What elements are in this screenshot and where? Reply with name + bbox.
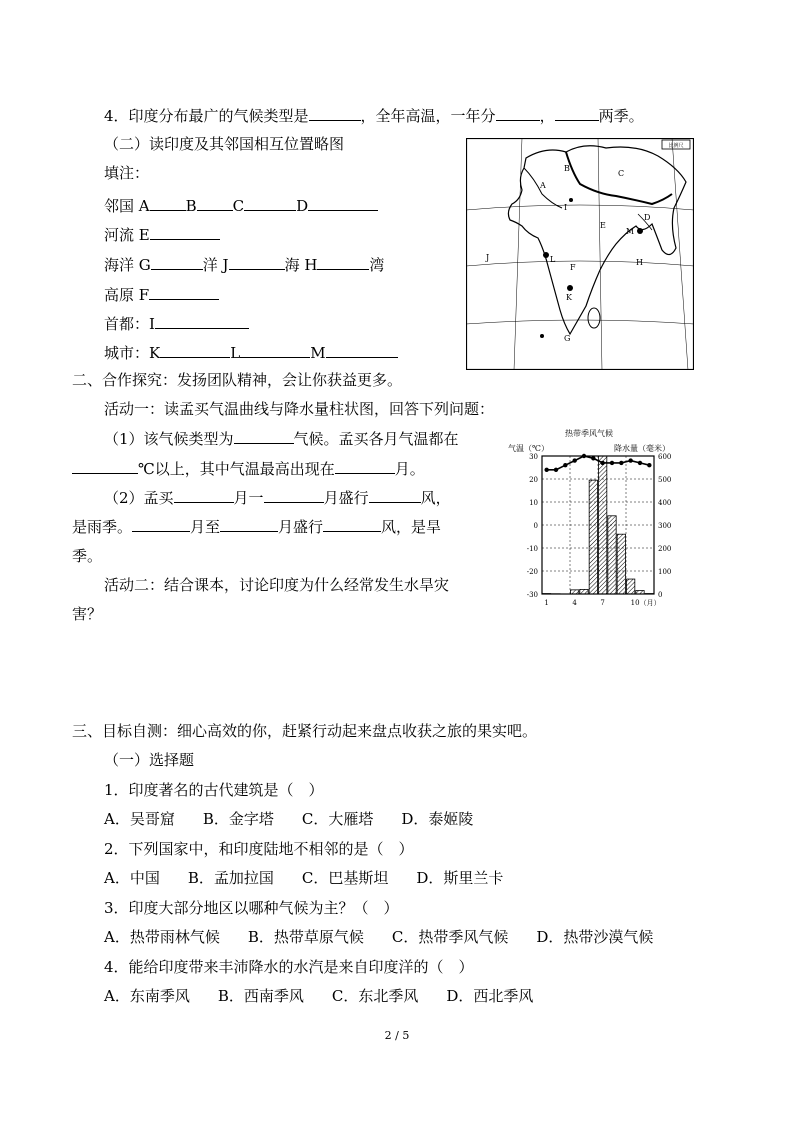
river-line <box>104 224 220 245</box>
label: 海 H <box>284 256 318 274</box>
label: C <box>232 197 245 215</box>
blank[interactable] <box>234 428 294 444</box>
activity2-text: 活动二：结合课本，讨论印度为什么经常发生水旱灾 <box>104 576 450 594</box>
option[interactable]: B．热带草原气候 <box>247 928 364 946</box>
left-tick-label: -10 <box>526 545 538 553</box>
q4-text: 4．印度分布最广的气候类型是 <box>104 107 309 125</box>
blank[interactable] <box>264 487 324 503</box>
option[interactable]: D．斯里兰卡 <box>416 869 504 887</box>
map-label-j: J <box>486 253 490 262</box>
q2-line-2 <box>72 516 441 537</box>
map-label-i: I <box>564 203 568 212</box>
text: 月盛行 <box>323 489 369 507</box>
blank[interactable] <box>335 458 395 474</box>
temperature-point <box>544 468 548 472</box>
city-l-dot <box>543 252 549 258</box>
mc-question-2: 2．下列国家中，和印度陆地不相邻的是（ ） <box>104 840 414 858</box>
part2-fill-label: 填注： <box>104 164 150 182</box>
map-label-d: D <box>644 213 651 222</box>
mc-options-2 <box>104 868 503 888</box>
text: 是雨季。 <box>72 518 133 536</box>
blank[interactable] <box>155 313 249 329</box>
option[interactable]: B．西南季风 <box>217 987 304 1005</box>
temperature-point <box>591 456 595 460</box>
chart-title: 热带季风气候 <box>565 429 613 438</box>
option[interactable]: A．东南季风 <box>104 987 190 1005</box>
text: ℃以上，其中气温最高出现在 <box>138 460 335 478</box>
mc-question-3: 3．印度大部分地区以哪种气候为主？（ ） <box>104 899 399 917</box>
blank[interactable] <box>317 254 369 270</box>
option[interactable]: A．中国 <box>104 869 160 887</box>
temperature-point <box>572 458 576 462</box>
temperature-point <box>554 468 558 472</box>
q2-line <box>104 487 451 508</box>
left-tick-label: 10 <box>529 499 538 507</box>
precip-bar <box>627 579 635 594</box>
city-m-dot <box>637 228 643 234</box>
text: 风， <box>420 489 451 507</box>
temperature-point <box>619 461 623 465</box>
q1-line-2 <box>72 458 425 479</box>
label: 河流 E <box>104 226 150 244</box>
mc-question-4: 4．能给印度带来丰沛降水的水汽是来自印度洋的（ ） <box>104 958 474 976</box>
blank[interactable] <box>229 254 285 270</box>
right-tick-label: 200 <box>658 545 672 553</box>
ocean-line <box>104 254 384 275</box>
text: 月盛行 <box>278 518 324 536</box>
blank[interactable] <box>197 195 233 211</box>
label: 城市：K <box>104 344 161 362</box>
precip-bar <box>608 516 616 594</box>
india-map-svg <box>466 138 694 370</box>
temperature-point <box>628 458 632 462</box>
temperature-point <box>563 463 567 467</box>
text: 月一 <box>233 489 264 507</box>
right-tick-label: 600 <box>658 453 672 461</box>
blank[interactable] <box>72 458 138 474</box>
blank[interactable] <box>132 516 190 532</box>
left-tick-label: -20 <box>526 568 538 576</box>
option[interactable]: D．泰姬陵 <box>401 810 474 828</box>
option[interactable]: A．热带雨林气候 <box>104 928 220 946</box>
label: L <box>230 344 241 362</box>
q2-line-3: 季。 <box>72 547 103 565</box>
label: B <box>185 197 197 215</box>
cities-line <box>104 342 398 363</box>
map-label-g: G <box>564 334 571 343</box>
blank[interactable] <box>369 487 421 503</box>
blank[interactable] <box>160 342 230 358</box>
capital-line <box>104 313 249 334</box>
text: 月至 <box>190 518 221 536</box>
left-tick-label: 20 <box>529 476 538 484</box>
right-tick-label: 500 <box>658 476 672 484</box>
option[interactable]: B．孟加拉国 <box>187 869 274 887</box>
blank[interactable] <box>323 516 381 532</box>
option[interactable]: D．西北季风 <box>446 987 534 1005</box>
option[interactable]: C．热带季风气候 <box>391 928 509 946</box>
precip-bar <box>589 480 597 594</box>
temperature-point <box>638 461 642 465</box>
precip-bar <box>636 591 644 594</box>
label: 海洋 G <box>104 256 151 274</box>
blank[interactable] <box>150 195 186 211</box>
q1-line <box>104 428 459 449</box>
option[interactable]: A．吴哥窟 <box>104 810 175 828</box>
map-label-h: H <box>636 258 643 267</box>
map-label-m: M <box>626 227 635 236</box>
option[interactable]: B．金字塔 <box>202 810 274 828</box>
mc-question-1: 1．印度著名的古代建筑是（ ） <box>104 781 324 799</box>
temperature-point <box>647 463 651 467</box>
option[interactable]: C．大雁塔 <box>301 810 374 828</box>
mc-options-1 <box>104 809 473 829</box>
chart-ylabel-left: 气温（℃） <box>508 444 549 453</box>
section3-sub: （一）选择题 <box>104 751 195 769</box>
precip-bar <box>599 456 607 594</box>
climate-chart <box>506 426 672 612</box>
page-number: 2 / 5 <box>384 1029 410 1042</box>
blank[interactable] <box>220 516 278 532</box>
blank[interactable] <box>496 105 540 121</box>
label: D <box>296 197 309 215</box>
temperature-line <box>547 456 650 470</box>
climate-chart-svg <box>506 426 672 612</box>
india-map <box>466 138 694 370</box>
blank[interactable] <box>174 487 234 503</box>
x-tick-label: 10（月） <box>630 599 661 607</box>
right-tick-label: 300 <box>658 522 672 530</box>
map-label-l: L <box>550 255 556 264</box>
right-tick-label: 100 <box>658 568 672 576</box>
label: 高原 F <box>104 286 150 304</box>
x-tick-label: 7 <box>600 599 605 607</box>
blank[interactable] <box>308 195 378 211</box>
map-label-k: K <box>566 293 572 302</box>
precip-bar <box>571 590 579 594</box>
left-tick-label: 30 <box>529 453 538 461</box>
text: 气候。孟买各月气温都在 <box>293 430 459 448</box>
x-tick-label: 4 <box>572 599 577 607</box>
q4-text-4: 两季。 <box>598 107 644 125</box>
blank[interactable] <box>240 342 310 358</box>
right-tick-label: 0 <box>658 591 663 599</box>
mc-options-4 <box>104 986 533 1006</box>
temperature-point <box>600 461 604 465</box>
temperature-point <box>610 461 614 465</box>
label: 洋 J <box>202 256 229 274</box>
label: 邻国 A <box>104 197 150 215</box>
city-k-dot <box>567 285 573 291</box>
left-tick-label: 0 <box>533 522 538 530</box>
text: （2）孟买 <box>104 489 174 507</box>
part2-title: （二）读印度及其邻国相互位置略图 <box>104 135 345 153</box>
x-tick-label: 1 <box>544 599 549 607</box>
precip-bar <box>580 589 588 594</box>
temperature-point <box>582 454 586 458</box>
section2-title: 二、合作探究：发扬团队精神，会让你获益更多。 <box>72 371 403 389</box>
label: 湾 <box>369 256 385 274</box>
left-tick-label: -30 <box>526 591 538 599</box>
option[interactable]: C．巴基斯坦 <box>301 869 389 887</box>
capital-i-dot <box>569 198 573 202</box>
text: （1）该气候类型为 <box>104 430 234 448</box>
activity1-text: 活动一：读孟买气温曲线与降水量柱状图，回答下列问题： <box>104 400 495 418</box>
blank[interactable] <box>555 105 599 121</box>
option[interactable]: D．热带沙漠气候 <box>536 928 654 946</box>
text: 风，是旱 <box>381 518 442 536</box>
plateau-line <box>104 284 219 305</box>
q4-line <box>104 105 644 126</box>
option[interactable]: C．东北季风 <box>331 987 419 1005</box>
blank[interactable] <box>150 224 220 240</box>
mc-options-3 <box>104 927 653 947</box>
chart-ylabel-right: 降水量（毫米） <box>614 444 670 453</box>
blank[interactable] <box>151 254 203 270</box>
blank[interactable] <box>309 105 361 121</box>
map-label-c: C <box>618 169 625 178</box>
q4-text-3: ， <box>539 107 555 125</box>
blank[interactable] <box>149 284 219 300</box>
label: 首都：I <box>104 315 155 333</box>
q4-text-2: ，全年高温，一年分 <box>360 107 496 125</box>
label: M <box>310 344 326 362</box>
right-tick-label: 400 <box>658 499 672 507</box>
section3-title: 三、目标自测：细心高效的你，赶紧行动起来盘点收获之旅的果实吧。 <box>72 722 538 740</box>
map-label-a: A <box>540 181 546 190</box>
blank[interactable] <box>244 195 296 211</box>
text: 月。 <box>394 460 425 478</box>
map-label-f: F <box>570 263 576 272</box>
blank[interactable] <box>326 342 398 358</box>
neighbors-line <box>104 195 378 216</box>
map-label-b: B <box>564 164 570 173</box>
precip-bar <box>617 534 625 594</box>
activity2-text-2: 害？ <box>72 605 103 623</box>
map-legend-text: 比例尺 <box>668 143 684 149</box>
map-label-e: E <box>600 221 606 230</box>
